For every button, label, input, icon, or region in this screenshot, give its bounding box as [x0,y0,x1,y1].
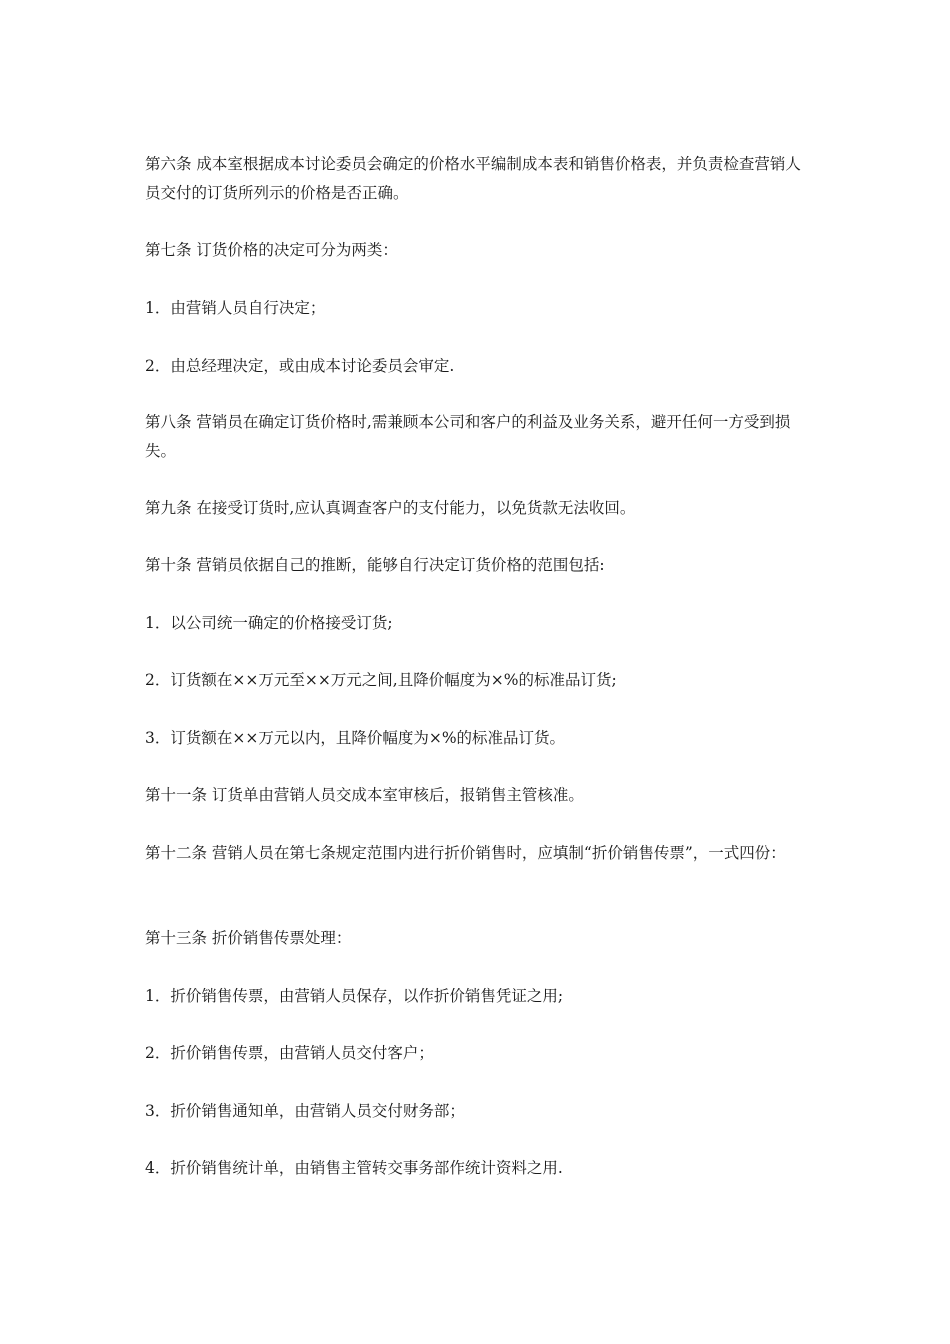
article-8: 第八条 营销员在确定订货价格时,需兼顾本公司和客户的利益及业务关系，避开任何一方受到损失。 [145,413,791,460]
article-10-item-3: 3．订货额在××万元以内，且降价幅度为×%的标准品订货。 [145,729,566,747]
article-12: 第十二条 营销人员在第七条规定范围内进行折价销售时，应填制“折价销售传票”，一式四份： [145,844,786,862]
article-10-item-1: 1．以公司统一确定的价格接受订货; [145,614,393,632]
article-13-item-2: 2．折价销售传票，由营销人员交付客户； [145,1044,434,1062]
article-13-item-1: 1．折价销售传票，由营销人员保存，以作折价销售凭证之用; [145,987,564,1005]
article-13-item-3: 3．折价销售通知单，由营销人员交付财务部； [145,1102,465,1120]
article-11: 第十一条 订货单由营销人员交成本室审核后，报销售主管核准。 [145,786,584,804]
article-13-item-4: 4．折价销售统计单，由销售主管转交事务部作统计资料之用. [145,1159,563,1177]
article-10: 第十条 营销员依据自己的推断，能够自行决定订货价格的范围包括: [145,556,605,574]
article-7-item-1: 1．由营销人员自行决定； [145,299,326,317]
article-6: 第六条 成本室根据成本讨论委员会确定的价格水平编制成本表和销售价格表，并负责检查营销人员交付的订货所列示的价格是否正确。 [145,155,801,202]
article-7-item-2: 2．由总经理决定，或由成本讨论委员会审定. [145,357,455,375]
article-10-item-2: 2．订货额在××万元至××万元之间,且降价幅度为×%的标准品订货; [145,671,617,689]
article-13: 第十三条 折价销售传票处理： [145,929,352,947]
article-9: 第九条 在接受订货时,应认真调查客户的支付能力，以免货款无法收回。 [145,499,636,517]
article-7: 第七条 订货价格的决定可分为两类： [145,241,398,259]
